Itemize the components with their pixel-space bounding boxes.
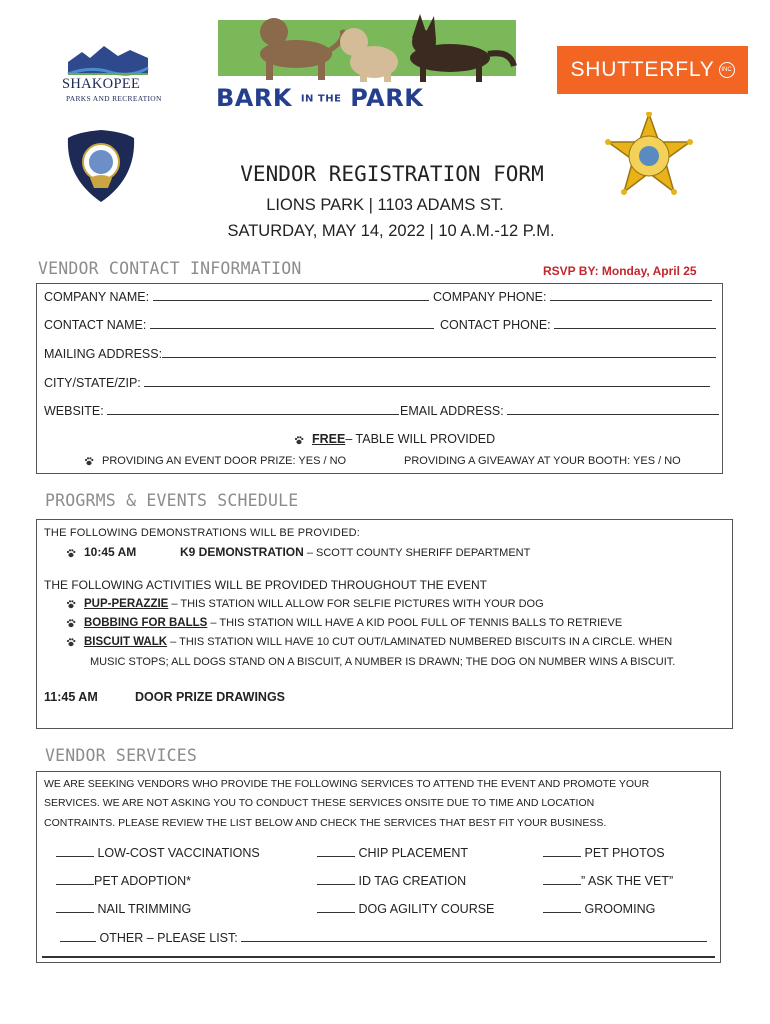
schedule-section-heading: PROGRMS & EVENTS SCHEDULE bbox=[45, 491, 299, 510]
company-phone-field[interactable]: COMPANY PHONE: bbox=[433, 290, 712, 304]
prize-name: DOOR PRIZE DRAWINGS bbox=[135, 690, 286, 704]
company-name-field[interactable]: COMPANY NAME: bbox=[44, 290, 429, 304]
service-checkbox[interactable]: LOW-COST VACCINATIONS bbox=[56, 846, 260, 860]
giveaway-option[interactable]: PROVIDING A GIVEAWAY AT YOUR BOOTH: YES / NO bbox=[404, 455, 681, 467]
door-prize-option[interactable]: PROVIDING AN EVENT DOOR PRIZE: YES / NO bbox=[84, 455, 346, 467]
activity-item: BISCUIT WALK – THIS STATION WILL HAVE 10 CUT OUT/LAMINATED NUMBERED BISCUITS IN A CIRCLE. WHEN bbox=[66, 636, 672, 648]
city-state-zip-field[interactable]: CITY/STATE/ZIP: bbox=[44, 376, 710, 390]
demo-description: K9 DEMONSTRATION – SCOTT COUNTY SHERIFF DEPARTMENT bbox=[180, 545, 531, 559]
services-divider bbox=[42, 956, 715, 958]
contact-section-heading: VENDOR CONTACT INFORMATION bbox=[38, 259, 302, 278]
paw-icon bbox=[84, 456, 94, 466]
service-checkbox[interactable]: CHIP PLACEMENT bbox=[317, 846, 468, 860]
sheriff-star-badge bbox=[604, 112, 694, 202]
paw-icon bbox=[66, 618, 76, 628]
free-table-note: FREE– TABLE WILL PROVIDED bbox=[294, 432, 495, 446]
services-intro-line: CONTRAINTS. PLEASE REVIEW THE LIST BELOW AND CHECK THE SERVICES THAT BEST FIT YOUR BUSINESS. bbox=[44, 817, 607, 829]
activities-intro: THE FOLLOWING ACTIVITIES WILL BE PROVIDED THROUGHOUT THE EVENT bbox=[44, 578, 487, 592]
services-intro-line: SERVICES. WE ARE NOT ASKING YOU TO CONDUCT THESE SERVICES ONSITE DUE TO TIME AND LOCATION bbox=[44, 797, 595, 809]
website-field[interactable]: WEBSITE: bbox=[44, 404, 399, 418]
rsvp-deadline: RSVP BY: Monday, April 25 bbox=[543, 264, 697, 278]
other-services-field[interactable]: OTHER – PLEASE LIST: bbox=[60, 931, 707, 945]
service-checkbox[interactable]: DOG AGILITY COURSE bbox=[317, 902, 494, 916]
email-field[interactable]: EMAIL ADDRESS: bbox=[400, 404, 719, 418]
contact-name-field[interactable]: CONTACT NAME: bbox=[44, 318, 434, 332]
demo-item: 10:45 AM bbox=[66, 545, 136, 559]
bark-logo-text: BARK IN THE PARK bbox=[216, 84, 424, 112]
services-intro-line: WE ARE SEEKING VENDORS WHO PROVIDE THE FOLLOWING SERVICES TO ATTEND THE EVENT AND PROMOTE YOUR bbox=[44, 778, 650, 790]
service-checkbox[interactable]: ID TAG CREATION bbox=[317, 874, 466, 888]
event-location: LIONS PARK | 1103 ADAMS ST. bbox=[266, 196, 504, 214]
form-title: VENDOR REGISTRATION FORM bbox=[240, 162, 544, 186]
service-checkbox[interactable]: NAIL TRIMMING bbox=[56, 902, 191, 916]
mailing-address-field[interactable]: MAILING ADDRESS: bbox=[44, 347, 716, 361]
paw-icon bbox=[66, 599, 76, 609]
services-section-heading: VENDOR SERVICES bbox=[45, 746, 198, 765]
service-checkbox[interactable]: GROOMING bbox=[543, 902, 655, 916]
paw-icon bbox=[294, 435, 304, 445]
paw-icon bbox=[66, 548, 76, 558]
service-checkbox[interactable]: PET ADOPTION* bbox=[56, 874, 191, 888]
prize-time: 11:45 AM bbox=[44, 690, 98, 704]
service-checkbox[interactable]: ” ASK THE VET” bbox=[543, 874, 673, 888]
paw-icon bbox=[66, 637, 76, 647]
biscuit-walk-continuation: MUSIC STOPS; ALL DOGS STAND ON A BISCUIT, A NUMBER IS DRAWN; THE DOG ON NUMBER WINS A BISCUIT. bbox=[90, 656, 676, 668]
activity-item: PUP-PERAZZIE – THIS STATION WILL ALLOW FOR SELFIE PICTURES WITH YOUR DOG bbox=[66, 598, 544, 610]
shutterfly-logo: SHUTTERFLY INC bbox=[557, 46, 748, 94]
service-checkbox[interactable]: PET PHOTOS bbox=[543, 846, 665, 860]
shakopee-subtitle: PARKS AND RECREATION bbox=[66, 94, 162, 103]
demo-intro: THE FOLLOWING DEMONSTRATIONS WILL BE PROVIDED: bbox=[44, 527, 361, 539]
shakopee-name: SHAKOPEE bbox=[62, 76, 141, 92]
contact-phone-field[interactable]: CONTACT PHONE: bbox=[440, 318, 716, 332]
event-date: SATURDAY, MAY 14, 2022 | 10 A.M.-12 P.M. bbox=[227, 222, 555, 240]
activity-item: BOBBING FOR BALLS – THIS STATION WILL HAVE A KID POOL FULL OF TENNIS BALLS TO RETRIEVE bbox=[66, 617, 622, 629]
